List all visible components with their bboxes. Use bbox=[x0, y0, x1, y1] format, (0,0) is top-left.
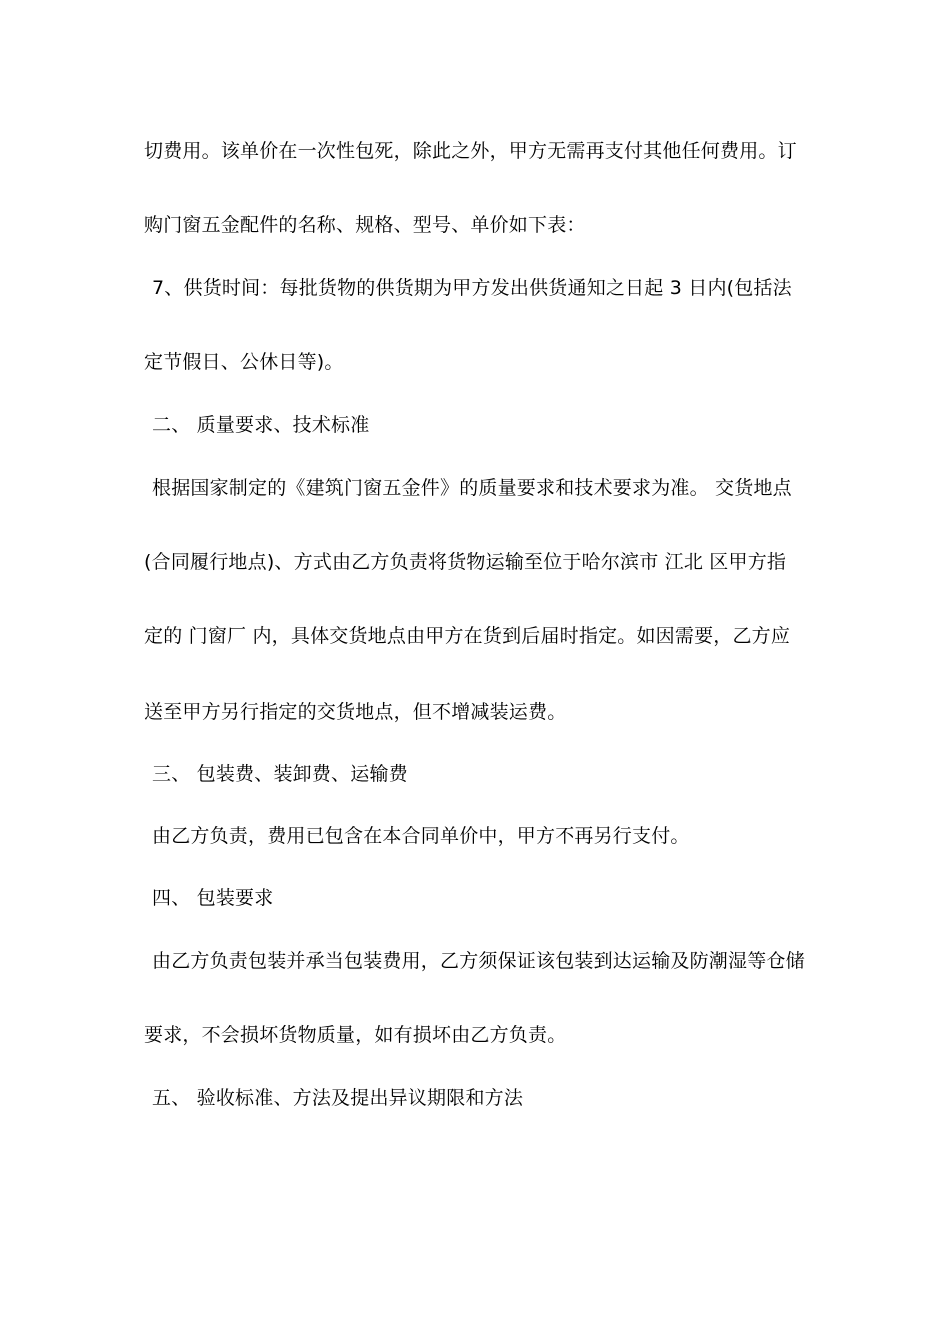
paragraph-line: 由乙方负责，费用已包含在本合同单价中，甲方不再另行支付。 bbox=[152, 825, 690, 847]
paragraph-line: 切费用。该单价在一次性包死，除此之外，甲方无需再支付其他任何费用。订 bbox=[144, 140, 797, 162]
section-heading-acceptance: 五、 验收标准、方法及提出异议期限和方法 bbox=[152, 1087, 524, 1109]
paragraph-line: (合同履行地点)、方式由乙方负责将货物运输至位于哈尔滨市 江北 区甲方指 bbox=[144, 551, 787, 573]
section-heading-fees: 三、 包装费、装卸费、运输费 bbox=[152, 763, 408, 785]
paragraph-line: 要求，不会损坏货物质量，如有损坏由乙方负责。 bbox=[144, 1024, 567, 1046]
paragraph-line: 根据国家制定的《建筑门窗五金件》的质量要求和技术要求为准。 交货地点 bbox=[152, 477, 792, 499]
section-heading-packaging: 四、 包装要求 bbox=[152, 887, 274, 909]
paragraph-line: 定的 门窗厂 内，具体交货地点由甲方在货到后届时指定。如因需要，乙方应 bbox=[144, 625, 791, 647]
paragraph-line: 送至甲方另行指定的交货地点，但不增减装运费。 bbox=[144, 701, 567, 723]
paragraph-line: 购门窗五金配件的名称、规格、型号、单价如下表： bbox=[144, 214, 586, 236]
paragraph-line: 由乙方负责包装并承当包装费用，乙方须保证该包装到达运输及防潮湿等仓储 bbox=[152, 950, 805, 972]
paragraph-line: 定节假日、公休日等)。 bbox=[144, 351, 344, 373]
list-item-supply-time: 7、供货时间：每批货物的供货期为甲方发出供货通知之日起 3 日内(包括法 bbox=[152, 277, 792, 299]
section-heading-quality: 二、 质量要求、技术标准 bbox=[152, 414, 370, 436]
